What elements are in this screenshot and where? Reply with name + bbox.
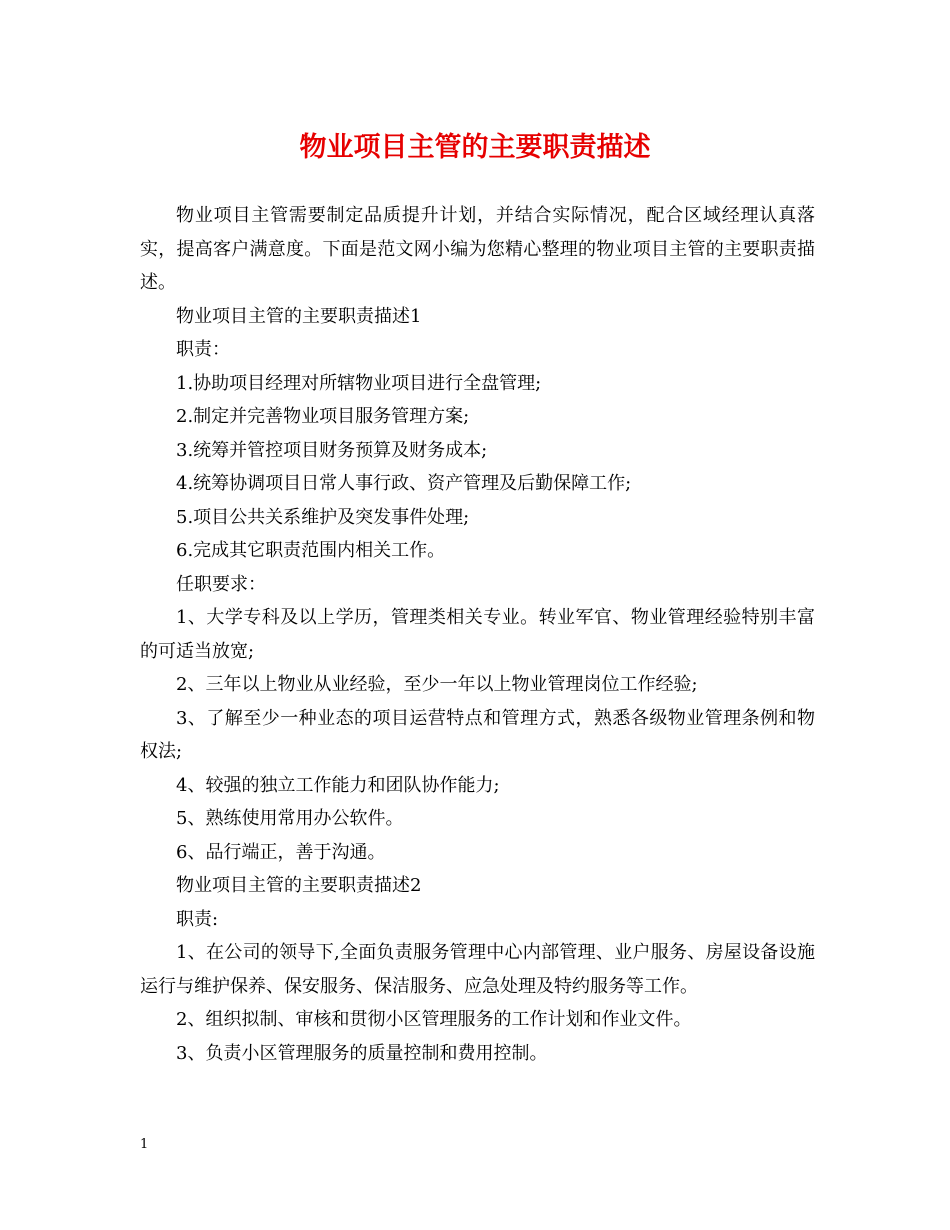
- duty-item: 3、负责小区管理服务的质量控制和费用控制。: [176, 1042, 548, 1064]
- duties-label: 职责:: [176, 908, 219, 930]
- page-number: 1: [140, 1137, 149, 1152]
- duties-label: 职责：: [176, 339, 230, 360]
- intro-paragraph: 物业项目主管需要制定品质提升计划，并结合实际情况，配合区域经理认真落实，提高客户满意度。下面是范文网小编为您精心整理的物业项目主管的主要职责描述。: [140, 205, 815, 293]
- document-body: [140, 199, 815, 1070]
- requirement-item: 2、三年以上物业从业经验，至少一年以上物业管理岗位工作经验;: [176, 674, 698, 695]
- requirement-item: 5、熟练使用常用办公软件。: [176, 808, 404, 829]
- page-title: 物业项目主管的主要职责描述: [299, 132, 651, 163]
- duty-item: 1.协助项目经理对所辖物业项目进行全盘管理;: [176, 372, 542, 394]
- requirement-item: 1、大学专科及以上学历，管理类相关专业。转业军官、物业管理经验特别丰富的可适当放宽;: [140, 607, 815, 662]
- requirements-label: 任职要求：: [176, 573, 266, 595]
- section-heading-1: 物业项目主管的主要职责描述1: [176, 305, 422, 327]
- duty-item: 4.统筹协调项目日常人事行政、资产管理及后勤保障工作;: [176, 473, 632, 494]
- duty-item: 1、在公司的领导下,全面负责服务管理中心内部管理、业户服务、房屋设备设施运行与维护保养、保安服务、保洁服务、应急处理及特约服务等工作。: [140, 942, 815, 997]
- section-heading-2: 物业项目主管的主要职责描述2: [176, 875, 422, 896]
- duty-item: 2、组织拟制、审核和贯彻小区管理服务的工作计划和作业文件。: [176, 1009, 692, 1030]
- duty-item: 3.统筹并管控项目财务预算及财务成本;: [176, 439, 488, 461]
- requirement-item: 4、较强的独立工作能力和团队协作能力;: [176, 774, 500, 796]
- duty-item: 2.制定并完善物业项目服务管理方案;: [176, 406, 470, 427]
- duty-item: 6.完成其它职责范围内相关工作。: [176, 540, 446, 561]
- requirement-item: 3、了解至少一种业态的项目运营特点和管理方式，熟悉各级物业管理条例和物权法;: [140, 707, 815, 762]
- requirement-item: 6、品行端正，善于沟通。: [176, 841, 386, 863]
- duty-item: 5.项目公共关系维护及突发事件处理;: [176, 506, 470, 528]
